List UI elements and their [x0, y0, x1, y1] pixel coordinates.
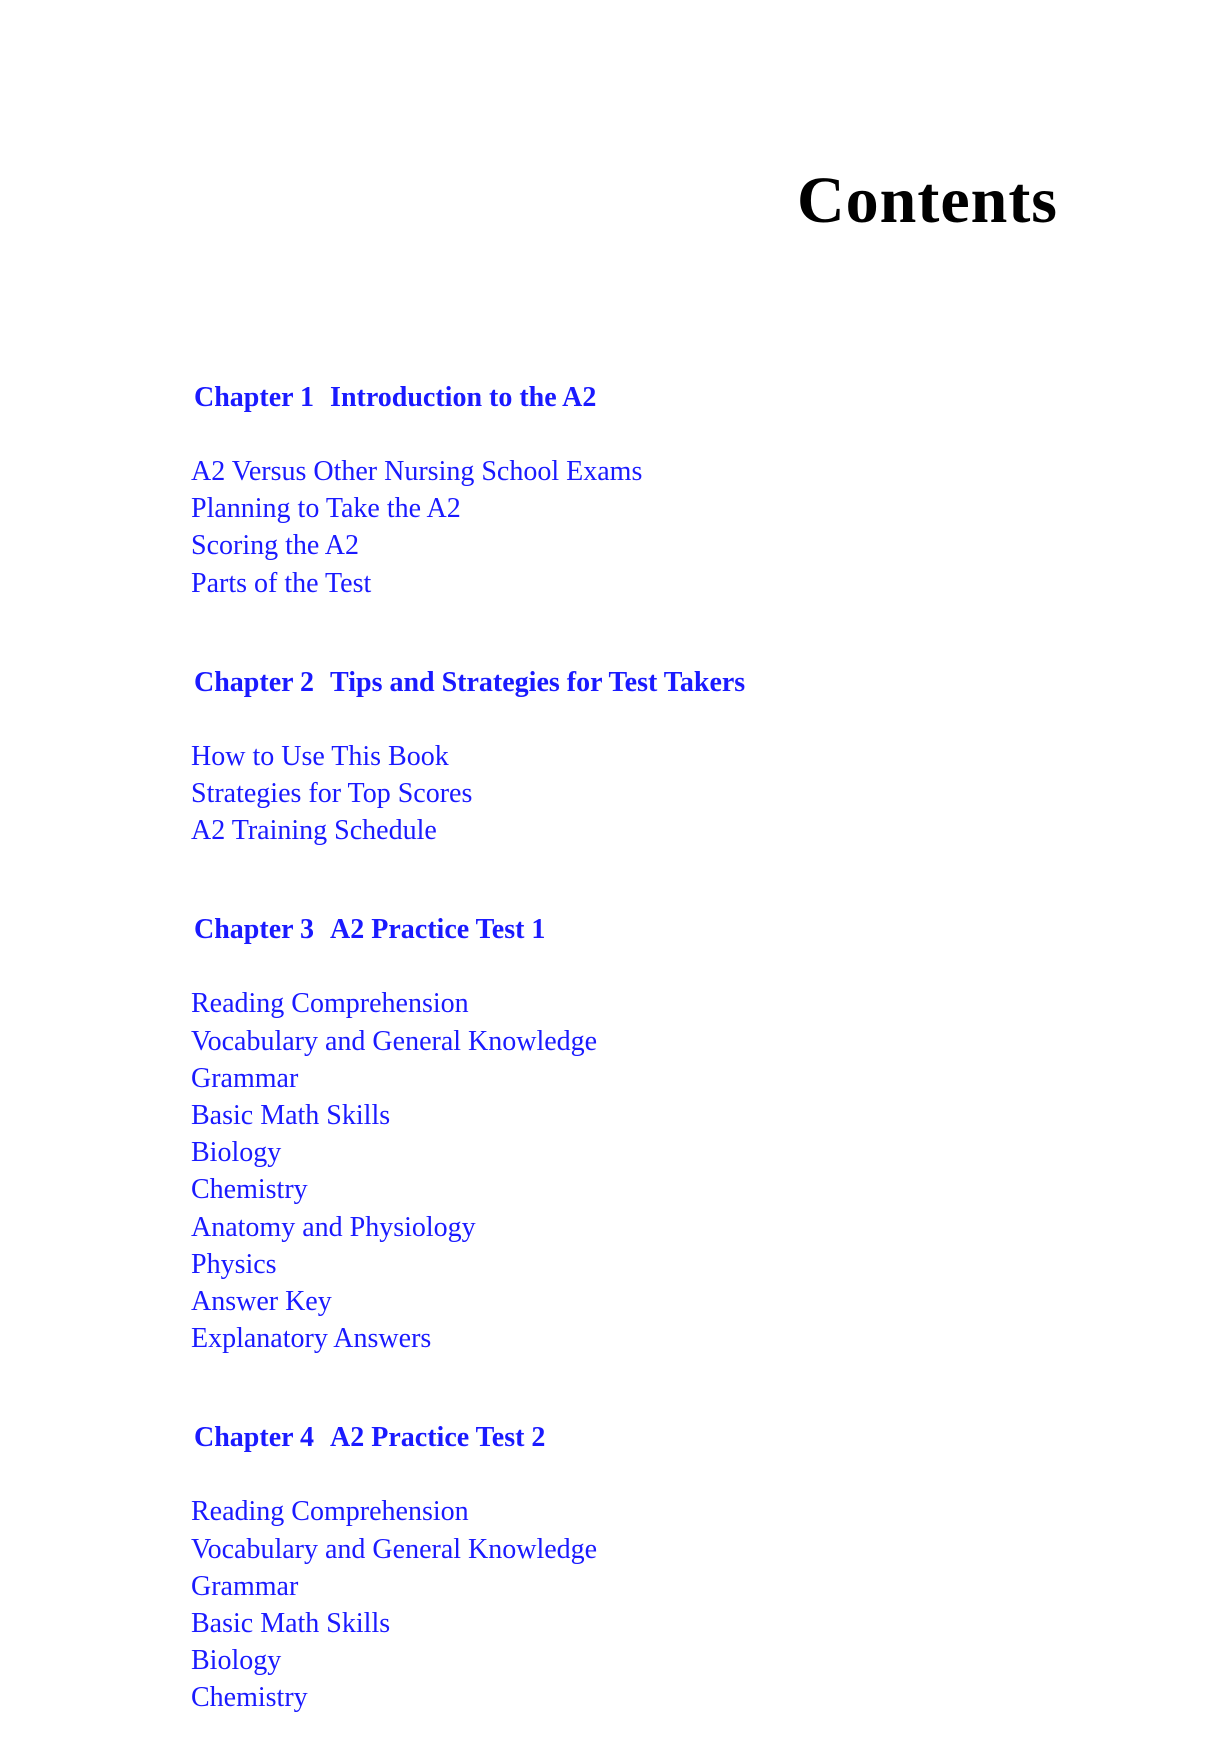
chapter-number: Chapter 1	[194, 382, 315, 413]
toc-entry-how-to-use-this-book[interactable]: How to Use This Book	[191, 740, 449, 772]
chapter-3	[152, 874, 1052, 1357]
toc-entry-anatomy-physiology[interactable]: Anatomy and Physiology	[191, 1211, 476, 1243]
chapter-2	[152, 627, 1052, 850]
toc-entry-chemistry[interactable]: Chemistry	[191, 1682, 308, 1714]
toc-entry-reading-comprehension[interactable]: Reading Comprehension	[191, 988, 469, 1020]
toc-entry-answer-key[interactable]: Answer Key	[191, 1286, 332, 1318]
chapter-title: Tips and Strategies for Test Takers	[330, 666, 746, 698]
chapter-3-sections	[152, 985, 1052, 1357]
chapter-4	[152, 1382, 1052, 1716]
chapter-title: A2 Practice Test 2	[330, 1422, 546, 1454]
chapter-title: A2 Practice Test 1	[330, 914, 546, 946]
toc-entry-strategies-for-top-scores[interactable]: Strategies for Top Scores	[191, 778, 473, 810]
toc-entry-basic-math-skills[interactable]: Basic Math Skills	[191, 1608, 391, 1640]
toc-entry-vocabulary-general-knowledge[interactable]: Vocabulary and General Knowledge	[191, 1025, 598, 1057]
toc-entry-chemistry[interactable]: Chemistry	[191, 1174, 308, 1206]
chapter-number: Chapter 3	[194, 914, 315, 946]
toc-entry-physics[interactable]: Physics	[191, 1248, 277, 1280]
chapter-2-sections	[152, 738, 1052, 850]
toc-entry-scoring-the-a2[interactable]: Scoring the A2	[191, 530, 359, 562]
chapter-4-sections	[152, 1493, 1052, 1716]
chapter-1	[152, 342, 1052, 602]
toc-entry-planning-to-take-a2[interactable]: Planning to Take the A2	[191, 493, 461, 525]
toc-entry-reading-comprehension[interactable]: Reading Comprehension	[191, 1496, 469, 1528]
chapter-4-link[interactable]	[152, 1382, 1052, 1493]
toc-entry-basic-math-skills[interactable]: Basic Math Skills	[191, 1100, 391, 1132]
chapter-2-link[interactable]	[152, 627, 1052, 738]
chapter-1-sections	[152, 453, 1052, 602]
chapter-title: Introduction to the A2	[330, 382, 597, 413]
toc-entry-biology[interactable]: Biology	[191, 1137, 282, 1169]
chapter-1-link[interactable]	[152, 342, 1052, 453]
toc-entry-a2-training-schedule[interactable]: A2 Training Schedule	[191, 815, 437, 847]
toc-entry-biology[interactable]: Biology	[191, 1645, 282, 1677]
table-of-contents	[152, 342, 1052, 1742]
toc-entry-grammar[interactable]: Grammar	[191, 1062, 299, 1094]
toc-entry-parts-of-the-test[interactable]: Parts of the Test	[191, 567, 372, 599]
toc-entry-a2-versus-other-exams[interactable]: A2 Versus Other Nursing School Exams	[191, 456, 643, 487]
chapter-3-link[interactable]	[152, 874, 1052, 985]
chapter-number: Chapter 4	[194, 1422, 315, 1454]
toc-entry-vocabulary-general-knowledge[interactable]: Vocabulary and General Knowledge	[191, 1533, 598, 1565]
toc-entry-explanatory-answers[interactable]: Explanatory Answers	[191, 1323, 432, 1355]
page-title: Contents	[796, 164, 1058, 237]
toc-entry-grammar[interactable]: Grammar	[191, 1570, 299, 1602]
chapter-number: Chapter 2	[194, 666, 315, 698]
